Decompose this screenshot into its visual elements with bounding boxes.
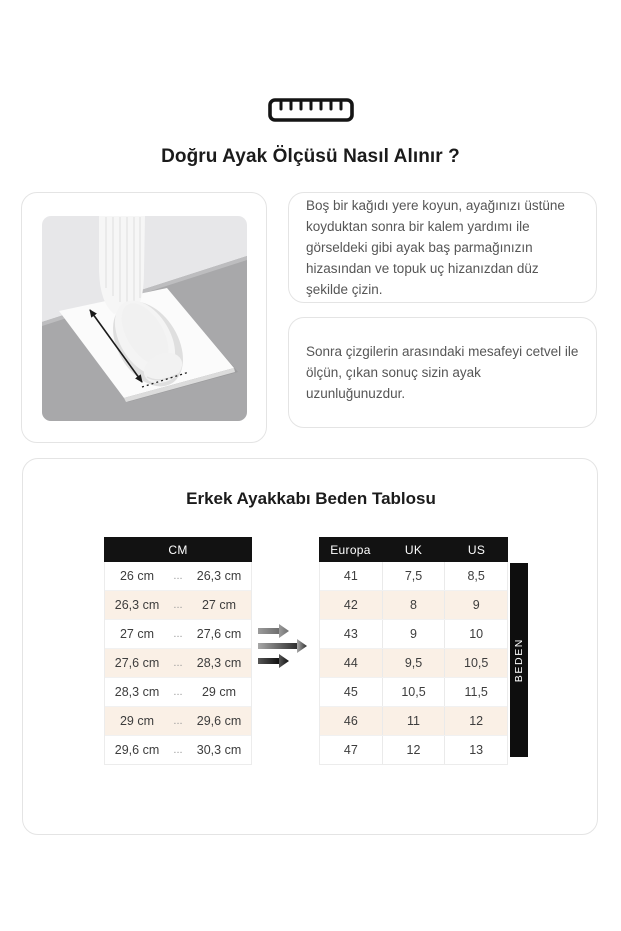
size-cell: 9,5	[382, 649, 445, 677]
range-separator: ...	[173, 686, 183, 698]
cm-from-cell: 27,6 cm	[114, 656, 160, 670]
size-conversion-table-row	[320, 590, 507, 619]
range-separator: ...	[173, 744, 183, 756]
cm-to-cell: 27,6 cm	[196, 627, 242, 641]
size-cell: 41	[343, 569, 358, 583]
foot-measurement-photo	[42, 216, 247, 421]
size-conversion-table-row	[320, 562, 507, 590]
size-table-card	[22, 458, 598, 835]
instruction-step-1-card	[288, 192, 597, 303]
range-separator: ...	[173, 715, 183, 727]
cm-to-cell: 30,3 cm	[196, 743, 242, 757]
range-separator: ...	[173, 657, 183, 669]
cm-table-row	[105, 562, 251, 590]
size-cell: 11	[382, 707, 445, 735]
size-table-title: Erkek Ayakkabı Beden Tablosu	[186, 489, 436, 508]
ruler-icon	[0, 98, 621, 122]
page-title: Doğru Ayak Ölçüsü Nasıl Alınır ?	[161, 146, 460, 167]
size-conversion-table-row	[320, 648, 507, 677]
cm-from-cell: 29,6 cm	[114, 743, 160, 757]
size-conversion-table-row	[320, 677, 507, 706]
cm-to-cell: 28,3 cm	[196, 656, 242, 670]
column-header-europa: Europa	[330, 542, 371, 557]
size-cell: 11,5	[444, 678, 507, 706]
cm-from-cell: 28,3 cm	[114, 685, 160, 699]
size-conversion-table-row	[320, 706, 507, 735]
size-cell: 42	[343, 598, 358, 612]
size-cell: 10,5	[444, 649, 507, 677]
size-cell: 9	[382, 620, 445, 648]
size-cell: 7,5	[382, 562, 445, 590]
cm-to-cell: 29 cm	[201, 685, 237, 699]
cm-from-cell: 27 cm	[119, 627, 155, 641]
foot-photo-card	[21, 192, 267, 443]
range-separator: ...	[173, 599, 183, 611]
cm-table-row	[105, 706, 251, 735]
range-separator: ...	[173, 570, 183, 582]
cm-from-cell: 29 cm	[119, 714, 155, 728]
cm-table-header: CM	[104, 537, 252, 562]
size-cell: 13	[444, 736, 507, 764]
size-cell: 8,5	[444, 562, 507, 590]
cm-table-row	[105, 677, 251, 706]
beden-label: BEDEN	[513, 637, 525, 683]
cm-table	[104, 537, 252, 765]
cm-table-row	[105, 590, 251, 619]
instruction-step-2-text: Sonra çizgilerin arasındaki mesafeyi cetvel ile ölçün, çıkan sonuç sizin ayak uzunluğunuzdur.	[306, 344, 579, 401]
instruction-step-1-text: Boş bir kağıdı yere koyun, ayağınızı üstüne koyduktan sonra bir kalem yardımı ile görseldeki gibi ayak baş parmağınızın hizasından ve topuk uç hizanızdan düz şekilde çizin.	[306, 198, 565, 297]
size-cell: 44	[343, 656, 358, 670]
size-cell: 47	[343, 743, 358, 757]
cm-to-cell: 27 cm	[201, 598, 237, 612]
cm-to-cell: 29,6 cm	[196, 714, 242, 728]
cm-table-row	[105, 648, 251, 677]
beden-side-tab	[510, 563, 528, 757]
size-cell: 10,5	[382, 678, 445, 706]
size-cell: 10	[444, 620, 507, 648]
range-separator: ...	[173, 628, 183, 640]
size-cell: 9	[444, 591, 507, 619]
size-conversion-table-header	[319, 537, 508, 562]
column-header-us: US	[467, 542, 486, 557]
size-cell: 12	[444, 707, 507, 735]
ruler-icon-svg	[268, 98, 354, 122]
cm-from-cell: 26 cm	[119, 569, 155, 583]
size-cell: 12	[382, 736, 445, 764]
instruction-step-2-card	[288, 317, 597, 428]
cm-table-row	[105, 619, 251, 648]
mapping-arrows-icon	[257, 623, 311, 669]
size-conversion-table-body	[319, 562, 508, 765]
column-header-uk: UK	[404, 542, 423, 557]
cm-from-cell: 26,3 cm	[114, 598, 160, 612]
size-cell: 46	[343, 714, 358, 728]
cm-to-cell: 26,3 cm	[196, 569, 242, 583]
size-conversion-table-row	[320, 619, 507, 648]
size-conversion-table	[319, 537, 508, 765]
cm-table-row	[105, 735, 251, 764]
size-cell: 8	[382, 591, 445, 619]
size-conversion-table-row	[320, 735, 507, 764]
size-cell: 43	[343, 627, 358, 641]
size-cell: 45	[343, 685, 358, 699]
cm-table-body	[104, 562, 252, 765]
